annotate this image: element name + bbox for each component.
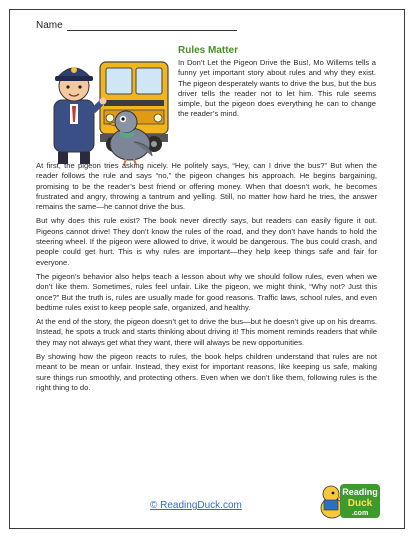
article-body	[36, 161, 377, 397]
article-title: Rules Matter	[178, 45, 239, 56]
readingduck-link[interactable]: © ReadingDuck.com	[150, 500, 242, 511]
logo-dotcom-text: .com	[351, 510, 369, 517]
readingduck-logo	[318, 478, 380, 522]
name-field-row	[36, 20, 237, 31]
name-blank-line[interactable]	[67, 21, 237, 31]
paragraph-3: But why does this rule exist? The book never directly says, but readers can easily figure it out. Pigeons cannot drive! They don’t know the rules of the road, and they don’t have hands to hold the steering wheel. If the pigeon were allowed to drive, it would be dangerous. The bus could crash, and people could get hurt. This is why rules are important—they help keep things safe and fair for everyone.	[36, 216, 377, 267]
logo-duck-text: Duck	[347, 498, 373, 509]
paragraph-4: The pigeon’s behavior also helps teach a lesson about why we should follow rules, even when we don’t like them. Sometimes, rules feel unfair. Like the pigeon, we might think, “Why not? Just this once?” But the truth is, rules are usually made for good reasons. Traffic laws, school rules, and even bedtime rules exist to keep people safe, organized, and healthy.	[36, 271, 377, 312]
paragraph-1: In Don’t Let the Pigeon Drive the Bus!, Mo Willems tells a funny yet important story about rules and why they exist. The pigeon desperately wants to drive the bus, but the bus driver tells the reader not to let him. This rule seems simple, but the pigeon does everything he can to change the reader’s mind.	[178, 58, 376, 119]
paragraph-6: By showing how the pigeon reacts to rules, the book helps children understand that rules are not meant to be mean or unfair. Instead, they exist for important reasons, like keeping us safe, making sure things run smoothly, and protecting others. Even when we don’t like them, following rules is the right thing to do.	[36, 352, 377, 392]
paragraph-2: At first, the pigeon tries asking nicely. He politely says, “Hey, can I drive the bus?” But when the reader follows the rule and says “no,” the pigeon changes his approach. He begins bargaining, promising to be the reader’s best friend or offering money. When that doesn’t work, he becomes frustrated and angry, throwing a tantrum and yelling. Still, no matter how hard he tries, the answer remains the same—he cannot drive the bus.	[36, 161, 377, 212]
paragraph-5: At the end of the story, the pigeon doesn’t get to drive the bus—but he doesn’t give up on his dreams. Instead, he spots a truck and starts thinking about driving it! This moment reminds readers that while they may not always get what they want, there will always be new opportunities.	[36, 317, 377, 347]
bus-driver-icon	[54, 67, 107, 164]
name-label: Name	[36, 20, 63, 31]
bus-driver-pigeon-illustration	[40, 44, 172, 166]
logo-reading-text: Reading	[342, 487, 378, 497]
